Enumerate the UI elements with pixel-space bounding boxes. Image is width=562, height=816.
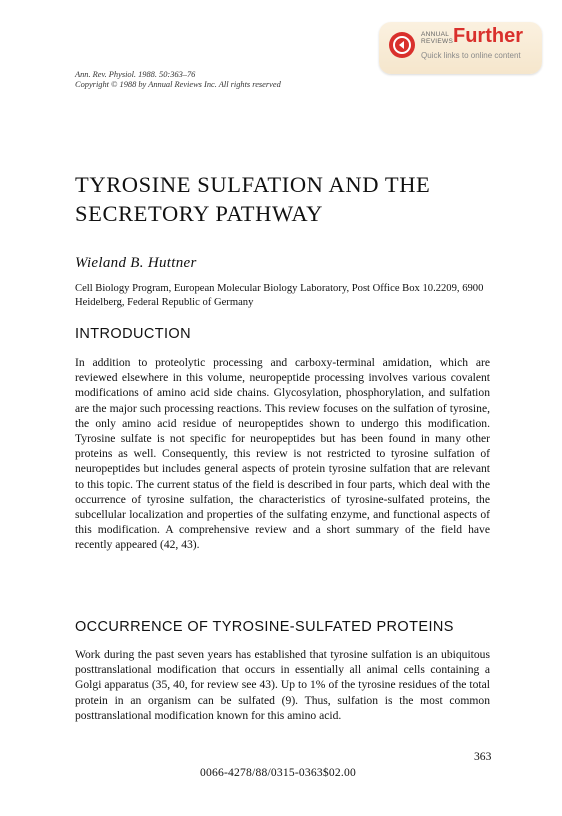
further-label[interactable]: Further [453,25,523,47]
quick-links-label[interactable]: Quick links to online content [421,51,521,60]
annual-label: ANNUAL [421,31,450,38]
citation-line: Ann. Rev. Physiol. 1988. 50:363–76 [75,70,196,79]
page-number: 363 [474,750,492,763]
occurrence-paragraph: Work during the past seven years has established that tyrosine sulfation is an ubiquitous posttranslational modification that occurs in essentially all animal cells containing a Golgi apparatus (35, 40, for review see 43). Up to 1% of the tyrosine residues of the total protein in an organism can be sulfated (9). Thus, sulfation is the most common posttranslational modification known for this amino acid. [75,648,490,722]
copyright-line: Copyright © 1988 by Annual Reviews Inc. All rights reserved [75,79,281,89]
annual-reviews-further-badge[interactable] [379,22,542,74]
journal-citation [75,70,281,89]
play-circle-icon[interactable] [389,32,415,58]
section-heading-occurrence: OCCURRENCE OF TYROSINE-SULFATED PROTEINS [75,619,454,635]
article-title: TYROSINE SULFATION AND THE SECRETORY PATHWAY [75,172,431,226]
author-affiliation: Cell Biology Program, European Molecular Biology Laboratory, Post Office Box 10.2209, 6900 Heidelberg, Federal Republic of Germany [75,283,484,308]
section-heading-introduction: INTRODUCTION [75,326,191,342]
article-price-code: 0066-4278/88/0315-0363$02.00 [200,766,356,779]
author-name: Wieland B. Huttner [75,255,197,271]
reviews-label: REVIEWS [421,38,454,45]
introduction-paragraph: In addition to proteolytic processing and carboxy-terminal amidation, which are reviewed elsewhere in this volume, neuropeptide processing involves various covalent modifications of amino acid side chains. Glycosylation, phosphorylation, and sulfation are the major such processing reactions. This review focuses on the sulfation of tyrosine, the only amino acid residue of neuropeptides shown to undergo this modification. Tyrosine sulfate is not specific for neuropeptides but has been found in many other proteins as well. Consequently, this review is not restricted to tyrosine sulfation of neuropeptides but includes general aspects of protein tyrosine sulfation that are relevant to this topic. The current status of the field is described in four parts, which deal with the occurrence of tyrosine sulfation, the characteristics of tyrosine-sulfated proteins, the subcellular localization and properties of the sulfating enzyme, and functional aspects of this modification. A comprehensive review and a short summary of the field have recently appeared (42, 43). [75,356,490,552]
annual-reviews-logo-text [421,31,453,45]
